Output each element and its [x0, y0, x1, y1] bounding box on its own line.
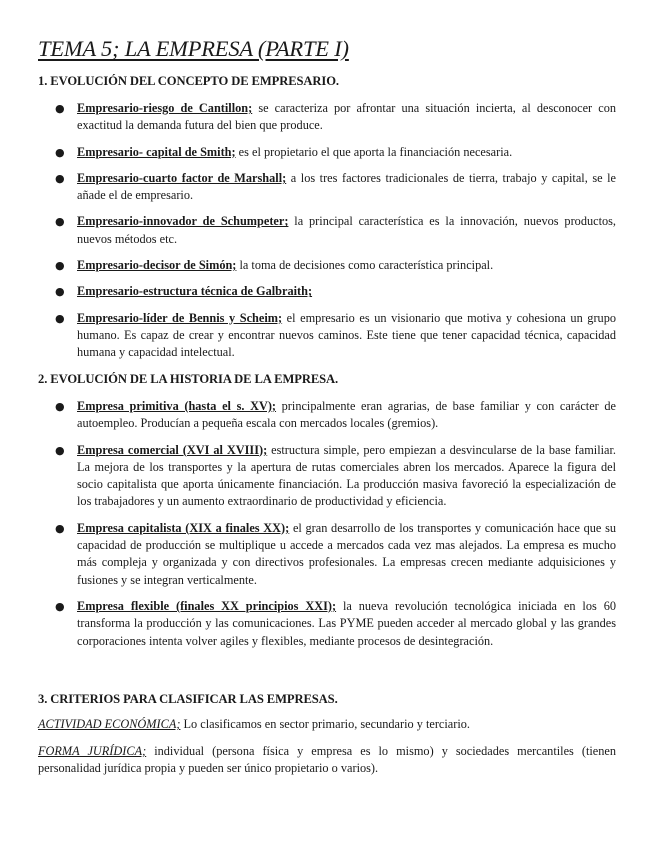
list-item [0, 257, 655, 274]
list-item [0, 144, 655, 161]
bullet-icon: ● [55, 171, 65, 185]
bullet-icon: ● [55, 400, 65, 413]
item-term: Empresario-líder de Bennis y Scheim; [77, 310, 283, 325]
item-text: el gran desarrollo de los transportes y comunicación hace que su capacidad de producción se multiplique u accede a mercados cada vez mas alejados. La empresa es mucho más compleja y organizada y con directivos profesionales. La empresas crecen mediante adquisiciones y fusiones y se integran verticalmente. [77, 520, 617, 587]
item-text: se caracteriza por afrontar una situación incierta, al desconocer con exactitud la demanda futura del bien que produce. [77, 101, 616, 133]
bullet-icon: ● [55, 443, 65, 457]
criterion-text: individual (persona física y empresa es lo mismo) y sociedades mercantiles (tienen personalidad jurídica propia y pueden ser único propietario o varios). [38, 744, 616, 776]
bullet-icon: ● [55, 145, 65, 159]
criterion-label: ACTIVIDAD ECONÓMICA; [38, 717, 181, 731]
section-2-list [0, 398, 655, 659]
item-term: Empresario-riesgo de Cantillon; [77, 101, 253, 115]
list-item [0, 213, 655, 248]
bullet-icon: ● [55, 599, 65, 613]
list-item [0, 598, 655, 650]
bullet-icon: ● [55, 521, 65, 535]
item-term: Empresario-estructura técnica de Galbraith; [77, 284, 313, 299]
item-term: Empresa capitalista (XIX a finales XX); [77, 520, 290, 535]
list-item [0, 520, 655, 589]
criterion-label: FORMA JURÍDICA; [38, 744, 147, 758]
bullet-icon: ● [55, 311, 65, 325]
section-1-list [0, 100, 655, 371]
criterion-forma-juridica [38, 743, 616, 778]
page-title: TEMA 5; LA EMPRESA (PARTE I) [38, 36, 349, 61]
item-text: la nueva revolución tecnológica iniciada en los 60 transforma la producción y las comunicaciones. Las PYME pueden acceder al mercado global y las grandes corporaciones intenta volver agiles y flexibles, mediante procesos de desintegración. [77, 598, 616, 648]
section-heading-2: 2. EVOLUCIÓN DE LA HISTORIA DE LA EMPRESA. [38, 372, 339, 386]
item-term: Empresario-decisor de Simón; [77, 258, 237, 273]
list-item [0, 310, 655, 362]
item-term: Empresario-cuarto factor de Marshall; [77, 170, 287, 185]
section-heading-3: 3. CRITERIOS PARA CLASIFICAR LAS EMPRESAS. [38, 692, 338, 706]
bullet-icon: ● [55, 285, 65, 299]
bullet-icon: ● [55, 102, 65, 115]
section-heading-1: 1. EVOLUCIÓN DEL CONCEPTO DE EMPRESARIO. [38, 74, 339, 88]
item-text: principalmente eran agrarias, de base familiar y con carácter de autoempleo. Producían a pequeña escala con mercados locales (gremios). [77, 399, 616, 431]
item-text: la toma de decisiones como característica principal. [236, 258, 494, 273]
item-term: Empresario- capital de Smith; [77, 144, 236, 159]
item-text: estructura simple, pero empiezan a desvincularse de la base familiar. La mejora de los transportes y la apertura de rutas comerciales abren los mercados. Aparece la figura del socio capitalista que aporta únicamente financiación. La producción masiva favoreció la especialización de los trabajadores y un aumento extraordinario de productividad y eficiencia. [77, 442, 616, 509]
item-text: es el propietario el que aporta la financiación necesaria. [235, 144, 513, 159]
list-item [0, 283, 655, 300]
bullet-icon: ● [55, 215, 65, 229]
item-term: Empresa primitiva (hasta el s. XV); [77, 399, 277, 413]
item-text: a los tres factores tradicionales de tierra, trabajo y capital, se le añade el de empresario. [77, 170, 616, 203]
item-term: Empresario-innovador de Schumpeter; [77, 214, 289, 229]
list-item [0, 170, 655, 205]
item-term: Empresa comercial (XVI al XVIII); [77, 442, 268, 457]
bullet-icon: ● [55, 259, 65, 273]
list-item [0, 100, 655, 135]
item-term: Empresa flexible (finales XX principios XXI); [77, 598, 337, 613]
item-text: el empresario es un visionario que motiva y cohesiona un grupo humano. Es capaz de crear y encontrar nuevos caminos. Este tiene que tener capacidad técnica, capacidad humana y capacidad intelectual. [77, 310, 616, 360]
list-item [0, 442, 655, 511]
list-item [0, 398, 655, 433]
criterion-actividad [38, 716, 616, 733]
item-text: la principal característica es la innovación, nuevos productos, nuevos métodos etc. [77, 214, 616, 246]
criterion-text: Lo clasificamos en sector primario, secundario y terciario. [180, 717, 470, 731]
